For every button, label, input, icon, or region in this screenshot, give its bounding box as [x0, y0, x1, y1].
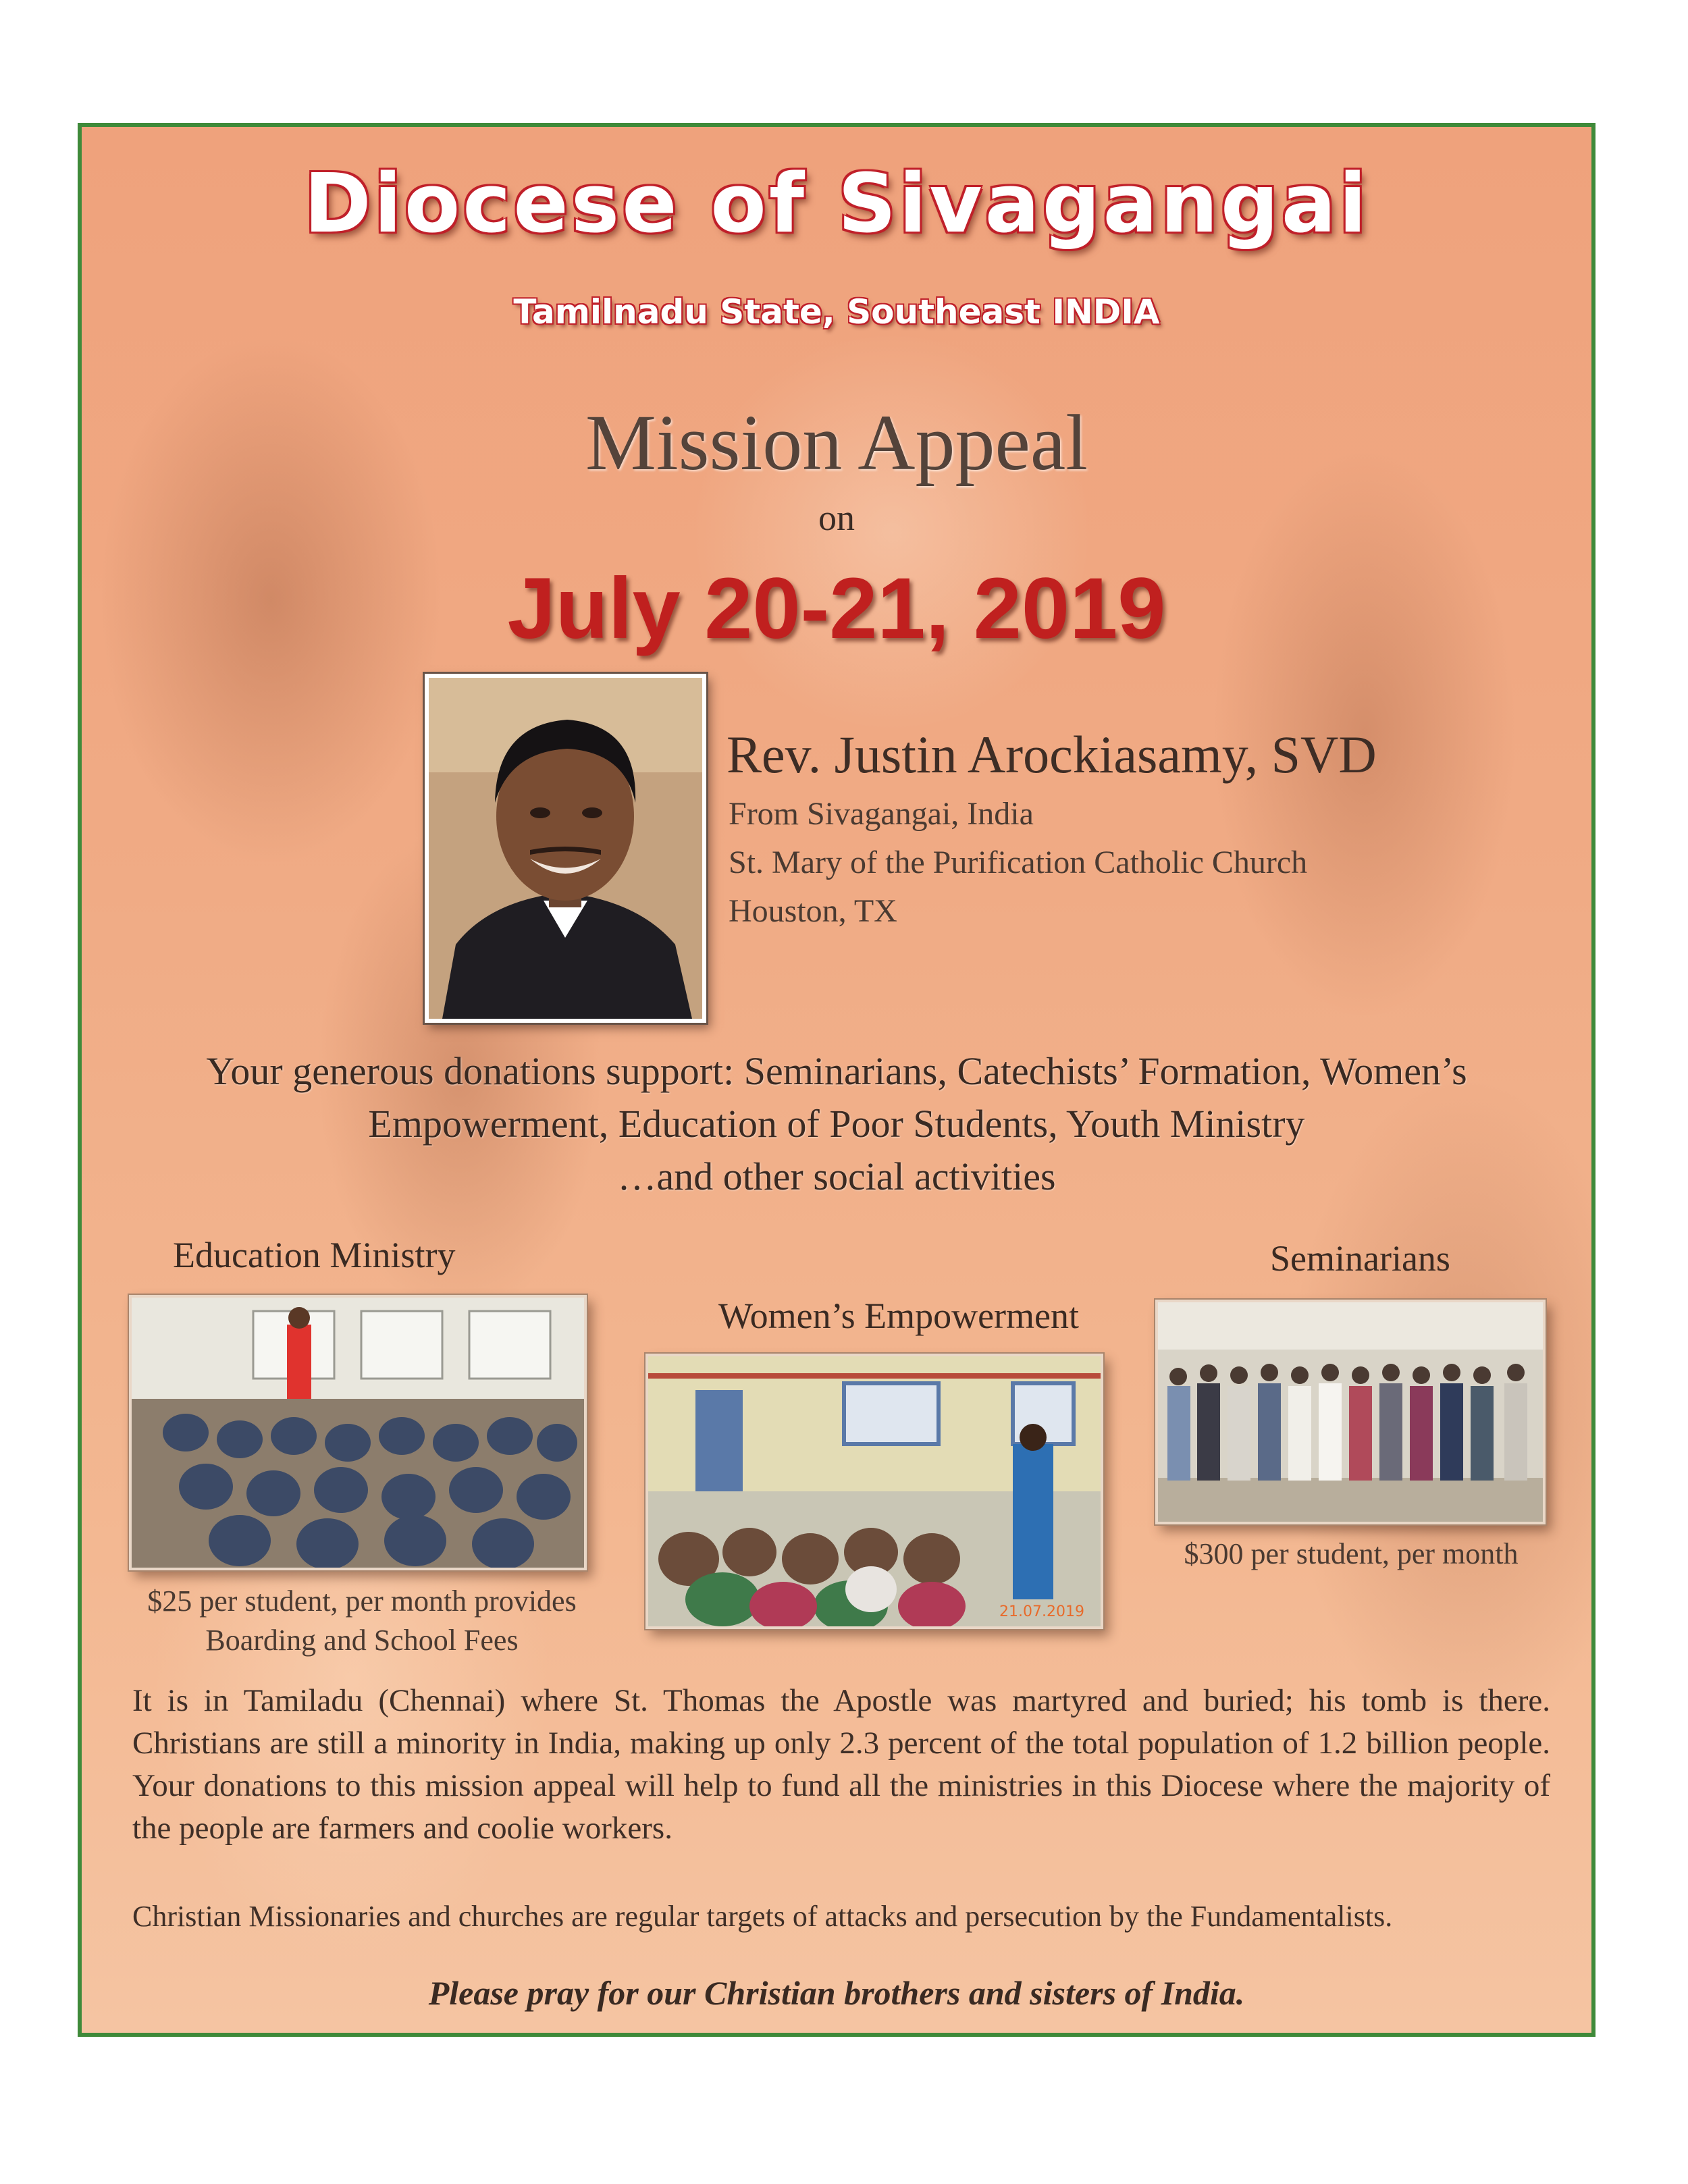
education-ministry-caption — [129, 1582, 595, 1660]
appeal-title: Mission Appeal — [585, 398, 1088, 487]
education-caption-line-1: $25 per student, per month provides — [147, 1584, 577, 1618]
priest-portrait-photo — [425, 674, 706, 1023]
diocese-title: Diocese of Sivagangai — [304, 157, 1369, 251]
seminarians-caption: $300 per student, per month — [1184, 1537, 1519, 1570]
seminarians-photo — [1155, 1300, 1546, 1524]
diocese-subtitle: Tamilnadu State, Southeast INDIA — [513, 292, 1160, 331]
classroom-illustration — [132, 1298, 584, 1568]
speaker-church: St. Mary of the Purification Catholic Church — [729, 845, 1308, 880]
photo-date-stamp: 21.07.2019 — [999, 1603, 1084, 1620]
persecution-note: Christian Missionaries and churches are regular targets of attacks and persecution by the Fundamentalists. — [132, 1900, 1393, 1933]
education-caption-line-2: Boarding and School Fees — [205, 1624, 519, 1657]
appeal-on-text: on — [818, 498, 855, 538]
seminarians-group-illustration — [1158, 1302, 1543, 1522]
womens-meeting-illustration — [648, 1356, 1101, 1626]
donation-support-text — [82, 1045, 1591, 1203]
event-date: July 20-21, 2019 — [507, 560, 1166, 657]
prayer-request: Please pray for our Christian brothers and sisters of India. — [428, 1974, 1245, 2012]
support-line-3: …and other social activities — [617, 1154, 1056, 1198]
speaker-city: Houston, TX — [729, 893, 897, 929]
womens-empowerment-title: Women’s Empowerment — [718, 1296, 1080, 1336]
support-line-1: Your generous donations support: Seminarians, Catechists’ Formation, Women’s — [206, 1049, 1467, 1093]
mission-appeal-flyer — [78, 123, 1595, 2037]
womens-empowerment-photo — [645, 1354, 1103, 1629]
education-ministry-photo — [129, 1295, 587, 1570]
seminarians-title: Seminarians — [1270, 1238, 1450, 1279]
body-paragraph: It is in Tamiladu (Chennai) where St. Thomas the Apostle was martyred and buried; his tomb is there. Christians are still a minority in India, making up only 2.3 percent of the total population of 1.2 billion people. Your donations to this mission appeal will help to fund all the ministries in this Diocese where the majority of the people are farmers and coolie workers. — [132, 1683, 1550, 1846]
education-ministry-title: Education Ministry — [173, 1235, 456, 1275]
support-line-2: Empowerment, Education of Poor Students, Youth Ministry — [368, 1102, 1305, 1146]
portrait-illustration — [429, 678, 702, 1019]
speaker-origin: From Sivagangai, India — [729, 796, 1034, 832]
speaker-name: Rev. Justin Arockiasamy, SVD — [727, 725, 1377, 784]
